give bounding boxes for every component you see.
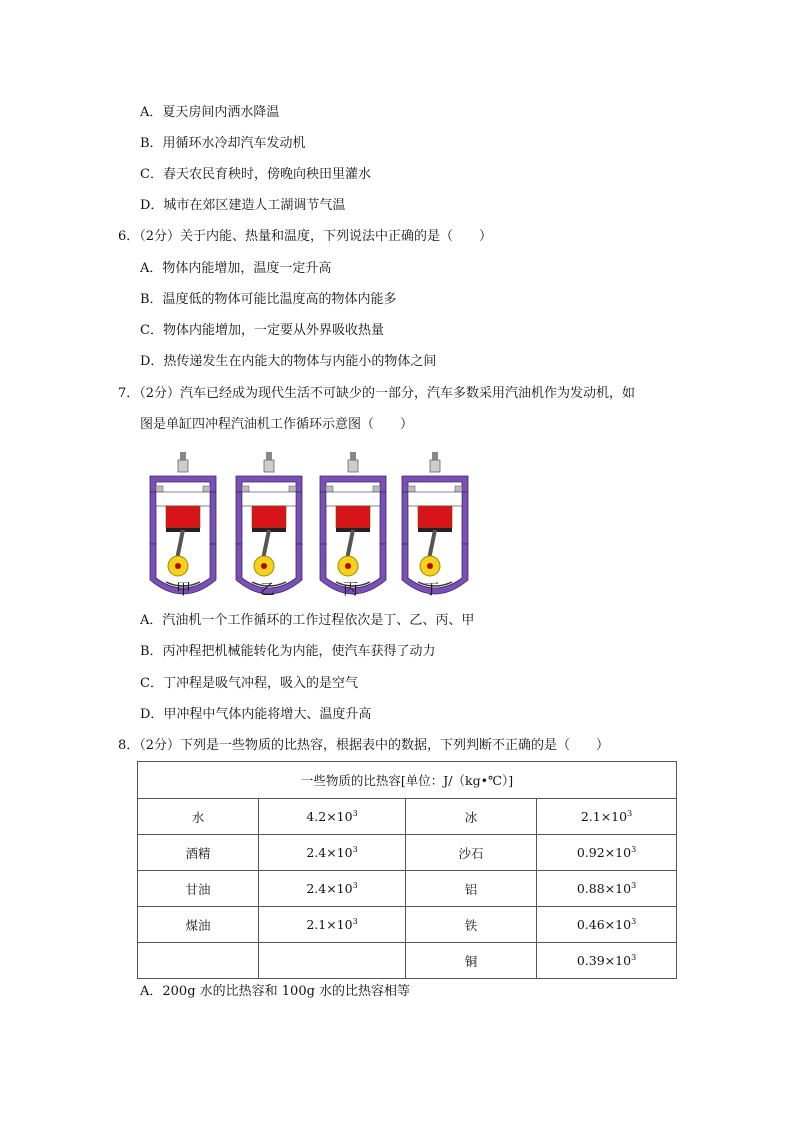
- material-cell: 冰: [406, 799, 537, 835]
- q7-stem-line1: 7．（2分）汽车已经成为现代生活不可缺少的一部分，汽车多数采用汽油机作为发动机，如: [118, 386, 636, 401]
- material-cell: 水: [138, 799, 259, 835]
- q6-option-b: B．温度低的物体可能比温度高的物体内能多: [140, 292, 397, 307]
- q6-option-d: D．热传递发生在内能大的物体与内能小的物体之间: [140, 354, 437, 369]
- value-cell: $0.92\times 10^3$: [537, 835, 677, 871]
- value-cell: $2.4\times 10^3$: [259, 871, 406, 907]
- value-cell: $0.39\times 10^3$: [537, 943, 677, 979]
- q5-option-a: A．夏天房间内洒水降温: [140, 105, 280, 120]
- engine-label-yi: 乙: [260, 580, 276, 598]
- material-cell: 煤油: [138, 907, 259, 943]
- q6-option-c: C．物体内能增加，一定要从外界吸收热量: [140, 323, 384, 338]
- q7-option-c: C．丁冲程是吸气冲程，吸入的是空气: [140, 676, 358, 691]
- value-cell: $2.1\times 10^3$: [259, 907, 406, 943]
- table-row: [138, 943, 677, 979]
- engine-label-ding: 丁: [424, 580, 440, 598]
- q5-option-c: C．春天农民育秧时，傍晚向秧田里灌水: [140, 167, 371, 182]
- q7-option-d: D．甲冲程中气体内能将增大、温度升高: [140, 707, 372, 722]
- value-cell: [259, 943, 406, 979]
- q8-stem: 8．（2分）下列是一些物质的比热容，根据表中的数据，下列判断不正确的是（ ）: [118, 738, 610, 753]
- value-cell: $0.88\times 10^3$: [537, 871, 677, 907]
- q8-option-a: A．200g 水的比热容和 100g 水的比热容相等: [140, 984, 411, 999]
- table-row: [138, 799, 677, 835]
- q7-option-b: B．丙冲程把机械能转化为内能，使汽车获得了动力: [140, 644, 436, 659]
- material-cell: 甘油: [138, 871, 259, 907]
- q7-stem-line2: 图是单缸四冲程汽油机工作循环示意图（ ）: [140, 417, 414, 432]
- material-cell: 酒精: [138, 835, 259, 871]
- material-cell: 铜: [406, 943, 537, 979]
- q5-option-d: D．城市在郊区建造人工湖调节气温: [140, 198, 346, 213]
- engine-ding: [402, 452, 468, 594]
- engine-yi: [236, 452, 302, 594]
- engine-label-bing: 丙: [343, 580, 359, 598]
- q6-stem: 6．（2分）关于内能、热量和温度，下列说法中正确的是（ ）: [118, 229, 493, 244]
- table-row: [138, 835, 677, 871]
- value-cell: $2.1\times 10^3$: [537, 799, 677, 835]
- material-cell: [138, 943, 259, 979]
- q6-option-a: A．物体内能增加，温度一定升高: [140, 261, 332, 276]
- table-title: 一些物质的比热容[单位：J/（kg•℃）]: [138, 762, 677, 799]
- q5-option-b: B．用循环水冷却汽车发动机: [140, 136, 306, 151]
- engine-jia: [150, 452, 216, 594]
- q7-option-a: A．汽油机一个工作循环的工作过程依次是丁、乙、丙、甲: [140, 613, 475, 628]
- material-cell: 沙石: [406, 835, 537, 871]
- value-cell: $2.4\times 10^3$: [259, 835, 406, 871]
- table-row: [138, 907, 677, 943]
- material-cell: 铝: [406, 871, 537, 907]
- table-row: [138, 871, 677, 907]
- material-cell: 铁: [406, 907, 537, 943]
- specific-heat-table: [137, 761, 677, 979]
- value-cell: $0.46\times 10^3$: [537, 907, 677, 943]
- engine-label-jia: 甲: [176, 580, 192, 598]
- engine-bing: [320, 452, 386, 594]
- value-cell: $4.2\times 10^3$: [259, 799, 406, 835]
